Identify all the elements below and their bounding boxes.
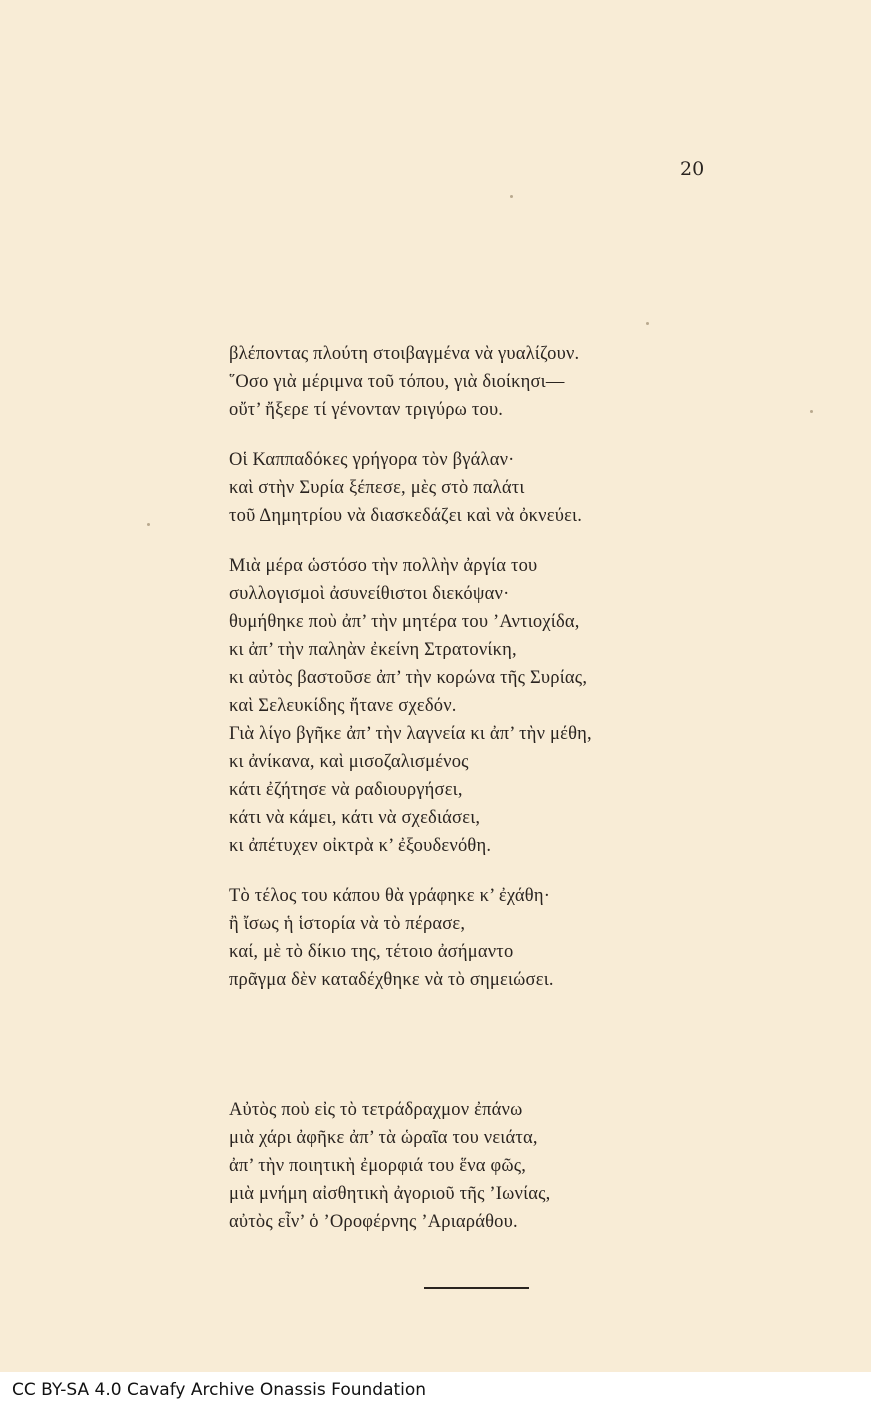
page-number: 20: [680, 158, 705, 180]
poem-line: Μιὰ μέρα ὡστόσο τὴν πολλὴν ἀργία του: [229, 556, 538, 576]
poem-line: συλλογισμοὶ ἀσυνείθιστοι διεκόψαν·: [229, 584, 510, 604]
poem-line: κι ἀπ’ τὴν παληὰν ἐκείνη Στρατονίκη,: [229, 640, 517, 660]
poem-line: ἀπ’ τὴν ποιητικὴ ἐμορφιά του ἕνα φῶς,: [229, 1156, 527, 1176]
end-rule: [424, 1287, 529, 1289]
stanza-3: [229, 552, 749, 860]
paper-speck: [147, 523, 150, 526]
poem-line: κι αὐτὸς βαστοῦσε ἀπ’ τὴν κορώνα τῆς Συρίας,: [229, 668, 588, 688]
poem-line: Τὸ τέλος του κάπου θὰ γράφηκε κ’ ἐχάθη·: [229, 886, 551, 906]
footer-bar: [0, 1372, 871, 1412]
poem-line: κάτι ἐζήτησε νὰ ραδιουργήσει,: [229, 780, 463, 800]
poem-line: κι ἀπέτυχεν οἰκτρὰ κ’ ἐξουδενόθη.: [229, 836, 492, 856]
poem-line: Γιὰ λίγο βγῆκε ἀπ’ τὴν λαγνεία κι ἀπ’ τὴν μέθη,: [229, 724, 592, 744]
poem-line: πρᾶγμα δὲν καταδέχθηκε νὰ τὸ σημειώσει.: [229, 970, 554, 990]
paper-speck: [510, 195, 513, 198]
paper-speck: [646, 322, 649, 325]
poem-line: μιὰ μνήμη αἰσθητικὴ ἀγοριοῦ τῆς ’Ιωνίας,: [229, 1184, 551, 1204]
poem-line: Οἱ Καππαδόκες γρήγορα τὸν βγάλαν·: [229, 450, 515, 470]
poem-line: καί, μὲ τὸ δίκιο της, τέτοιο ἀσήμαντο: [229, 942, 514, 962]
paper-speck: [810, 410, 813, 413]
poem-line: οὔτ’ ἤξερε τί γένονταν τριγύρω του.: [229, 400, 504, 420]
poem-line: καὶ στὴν Συρία ξέπεσε, μὲς στὸ παλάτι: [229, 478, 525, 498]
poem-line: ῞Οσο γιὰ μέριμνα τοῦ τόπου, γιὰ διοίκησι—: [229, 372, 565, 392]
poem-line: τοῦ Δημητρίου νὰ διασκεδάζει καὶ νὰ ὀκνεύει.: [229, 506, 583, 526]
poem-line: αὐτὸς εἶν’ ὁ ’Οροφέρνης ’Αριαράθου.: [229, 1212, 518, 1232]
license-credit: CC BY-SA 4.0 Cavafy Archive Onassis Foundation: [12, 1380, 427, 1400]
stanza-4: [229, 882, 749, 994]
poem-line: Αὐτὸς ποὺ εἰς τὸ τετράδραχμον ἐπάνω: [229, 1100, 523, 1120]
poem-line: καὶ Σελευκίδης ἤτανε σχεδόν.: [229, 696, 457, 716]
stanza-5: [229, 1096, 749, 1236]
poem-line: θυμήθηκε ποὺ ἀπ’ τὴν μητέρα του ’Αντιοχίδα,: [229, 612, 580, 632]
stanza-2: [229, 446, 749, 530]
poem-line: μιὰ χάρι ἀφῆκε ἀπ’ τὰ ὡραῖα του νειάτα,: [229, 1128, 538, 1148]
stanza-1: [229, 340, 749, 424]
poem-line: κι ἀνίκανα, καὶ μισοζαλισμένος: [229, 752, 469, 772]
poem-line: κάτι νὰ κάμει, κάτι νὰ σχεδιάσει,: [229, 808, 481, 828]
poem-line: βλέποντας πλούτη στοιβαγμένα νὰ γυαλίζουν.: [229, 344, 580, 364]
poem-line: ἢ ἴσως ἡ ἱστορία νὰ τὸ πέρασε,: [229, 914, 466, 934]
